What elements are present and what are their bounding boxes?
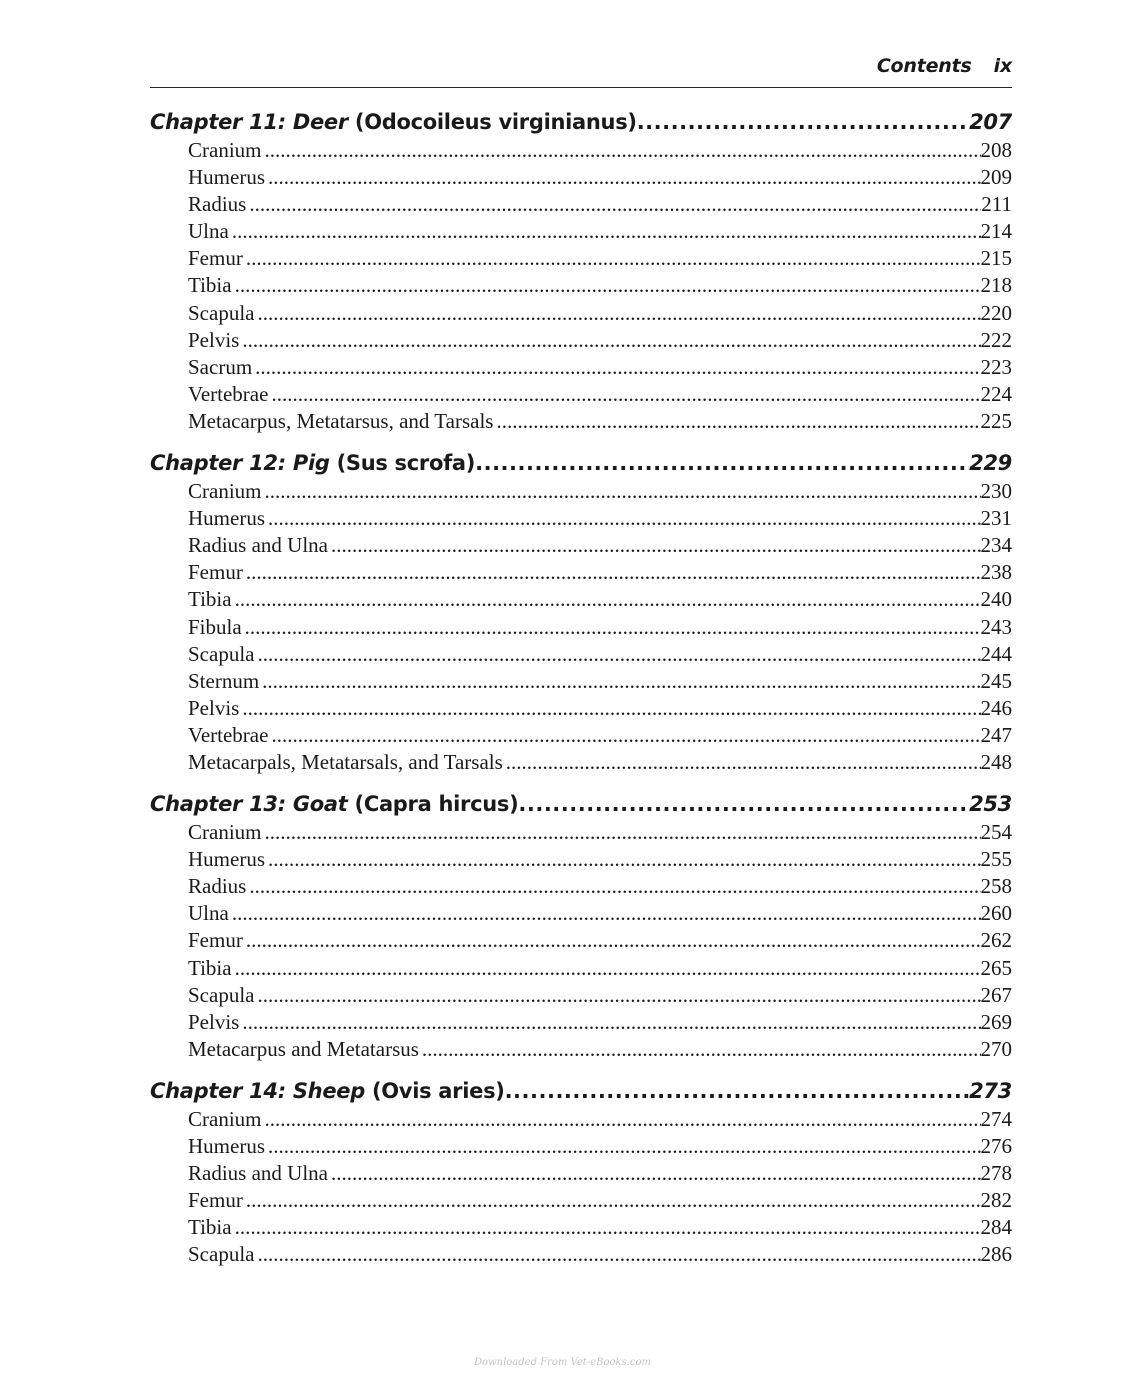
entry-page-number: 243 xyxy=(980,614,1012,639)
dot-leader xyxy=(331,532,981,559)
toc-entry[interactable] xyxy=(150,137,1012,164)
entry-title: Femur xyxy=(188,1188,243,1213)
chapter-title: Chapter 13: Goat xyxy=(150,792,348,817)
dot-leader xyxy=(257,300,980,327)
footer-watermark: Downloaded From Vet-eBooks.com xyxy=(474,1357,651,1368)
dot-leader xyxy=(242,695,980,722)
dot-leader xyxy=(232,218,981,245)
entry-title: Radius xyxy=(188,874,247,899)
chapter-title: Chapter 12: Pig xyxy=(150,451,330,476)
entry-page-number: 223 xyxy=(980,354,1012,379)
toc-entry[interactable] xyxy=(150,722,1012,749)
dot-leader xyxy=(265,137,981,164)
entry-title: Tibia xyxy=(188,273,232,298)
entry-page-number: 248 xyxy=(980,749,1012,774)
toc-entry[interactable] xyxy=(150,1009,1012,1036)
entry-page-number: 214 xyxy=(980,219,1012,244)
toc-entry[interactable] xyxy=(150,218,1012,245)
chapter-title: Chapter 11: Deer xyxy=(150,110,348,134)
dot-leader xyxy=(268,505,981,532)
entry-title: Vertebrae xyxy=(188,381,269,406)
dot-leader xyxy=(242,327,980,354)
dot-leader xyxy=(255,354,980,381)
dot-leader xyxy=(475,448,969,478)
toc-entry[interactable] xyxy=(150,272,1012,299)
dot-leader xyxy=(268,846,981,873)
entry-page-number: 220 xyxy=(980,300,1012,325)
dot-leader xyxy=(257,641,980,668)
entry-title: Radius xyxy=(188,192,247,217)
toc-entry[interactable] xyxy=(150,478,1012,505)
entry-title: Metacarpus, Metatarsus, and Tarsals xyxy=(188,408,494,433)
toc-entry[interactable] xyxy=(150,300,1012,327)
table-of-contents xyxy=(150,107,1012,1281)
entry-title: Humerus xyxy=(188,506,265,531)
dot-leader xyxy=(271,722,980,749)
entry-title: Tibia xyxy=(188,1215,232,1240)
toc-entry[interactable] xyxy=(150,586,1012,613)
running-head-page-number: ix xyxy=(993,55,1012,77)
header-rule xyxy=(150,87,1012,88)
chapter-page-number: 253 xyxy=(969,792,1012,817)
entry-page-number: 222 xyxy=(980,327,1012,352)
dot-leader xyxy=(246,1187,981,1214)
entry-title: Femur xyxy=(188,560,243,585)
entry-title: Radius and Ulna xyxy=(188,1161,328,1186)
entry-page-number: 276 xyxy=(980,1134,1012,1158)
entry-title: Metacarpals, Metatarsals, and Tarsals xyxy=(188,749,503,774)
toc-entry[interactable] xyxy=(150,749,1012,776)
toc-entry[interactable] xyxy=(150,327,1012,354)
entry-title: Humerus xyxy=(188,165,265,190)
chapter-scientific-name: (Sus scrofa) xyxy=(336,451,476,476)
entry-title: Cranium xyxy=(188,820,262,845)
dot-leader xyxy=(257,982,980,1009)
toc-chapter xyxy=(150,789,1012,1063)
entry-title: Scapula xyxy=(188,641,255,666)
entry-page-number: 267 xyxy=(980,982,1012,1007)
chapter-scientific-name: (Ovis aries) xyxy=(371,1078,505,1103)
dot-leader xyxy=(262,668,980,695)
dot-leader xyxy=(505,1076,969,1106)
entry-title: Radius and Ulna xyxy=(188,533,328,558)
toc-entry[interactable] xyxy=(150,846,1012,873)
toc-entry[interactable] xyxy=(150,381,1012,408)
toc-entry[interactable] xyxy=(150,354,1012,381)
toc-entry[interactable] xyxy=(150,873,1012,900)
chapter-page-number: 229 xyxy=(969,451,1012,476)
running-head xyxy=(877,55,1012,77)
entry-page-number: 238 xyxy=(980,560,1012,585)
toc-entry[interactable] xyxy=(150,982,1012,1009)
chapter-title: Chapter 14: Sheep xyxy=(150,1078,365,1103)
dot-leader xyxy=(249,191,981,218)
entry-title: Ulna xyxy=(188,901,229,926)
dot-leader xyxy=(235,1214,981,1241)
dot-leader xyxy=(235,955,981,982)
entry-page-number: 247 xyxy=(980,722,1012,747)
toc-chapter-heading[interactable] xyxy=(150,448,1012,478)
entry-page-number: 246 xyxy=(980,695,1012,720)
entry-page-number: 231 xyxy=(980,506,1012,531)
toc-entry[interactable] xyxy=(150,900,1012,927)
toc-entry[interactable] xyxy=(150,695,1012,722)
entry-page-number: 255 xyxy=(980,847,1012,872)
entry-title: Ulna xyxy=(188,219,229,244)
toc-entry[interactable] xyxy=(150,408,1012,435)
dot-leader xyxy=(496,408,980,435)
toc-entry[interactable] xyxy=(150,559,1012,586)
toc-chapter xyxy=(150,448,1012,776)
entry-page-number: 274 xyxy=(980,1106,1012,1131)
toc-chapter xyxy=(150,107,1012,435)
entry-title: Sacrum xyxy=(188,354,253,379)
dot-leader xyxy=(268,164,981,191)
entry-title: Sternum xyxy=(188,668,260,693)
dot-leader xyxy=(245,614,981,641)
toc-entry[interactable] xyxy=(150,1036,1012,1063)
dot-leader xyxy=(268,1133,981,1160)
dot-leader xyxy=(235,586,981,613)
dot-leader xyxy=(422,1036,981,1063)
entry-title: Pelvis xyxy=(188,1009,240,1034)
entry-title: Pelvis xyxy=(188,327,240,352)
dot-leader xyxy=(246,927,981,954)
toc-entry[interactable] xyxy=(150,1214,1012,1241)
entry-title: Humerus xyxy=(188,1134,265,1158)
dot-leader xyxy=(232,900,981,927)
entry-page-number: 245 xyxy=(980,668,1012,693)
dot-leader xyxy=(331,1160,981,1187)
entry-page-number: 254 xyxy=(980,820,1012,845)
dot-leader xyxy=(242,1009,980,1036)
entry-title: Femur xyxy=(188,928,243,953)
toc-entry[interactable] xyxy=(150,245,1012,272)
entry-page-number: 211 xyxy=(981,192,1012,217)
entry-page-number: 218 xyxy=(980,273,1012,298)
entry-title: Scapula xyxy=(188,300,255,325)
entry-page-number: 208 xyxy=(980,138,1012,162)
entry-page-number: 209 xyxy=(980,165,1012,190)
entry-page-number: 244 xyxy=(980,641,1012,666)
toc-entry[interactable] xyxy=(150,819,1012,846)
entry-title: Tibia xyxy=(188,955,232,980)
toc-entry[interactable] xyxy=(150,191,1012,218)
toc-entry[interactable] xyxy=(150,1241,1012,1268)
dot-leader xyxy=(265,819,981,846)
toc-entry[interactable] xyxy=(150,1160,1012,1187)
entry-page-number: 258 xyxy=(980,874,1012,899)
toc-entry[interactable] xyxy=(150,641,1012,668)
entry-page-number: 284 xyxy=(980,1215,1012,1240)
toc-chapter-heading[interactable] xyxy=(150,107,1012,137)
entry-page-number: 265 xyxy=(980,955,1012,980)
entry-title: Vertebrae xyxy=(188,722,269,747)
dot-leader xyxy=(265,478,981,505)
entry-page-number: 225 xyxy=(980,408,1012,433)
chapter-page-number: 207 xyxy=(969,110,1012,134)
entry-page-number: 286 xyxy=(980,1242,1012,1267)
entry-page-number: 230 xyxy=(980,479,1012,504)
entry-page-number: 269 xyxy=(980,1009,1012,1034)
entry-page-number: 262 xyxy=(980,928,1012,953)
entry-page-number: 270 xyxy=(980,1036,1012,1061)
entry-title: Humerus xyxy=(188,847,265,872)
dot-leader xyxy=(506,749,981,776)
entry-title: Metacarpus and Metatarsus xyxy=(188,1036,419,1061)
dot-leader xyxy=(518,789,969,819)
toc-chapter-heading[interactable] xyxy=(150,789,1012,819)
dot-leader xyxy=(246,559,981,586)
toc-chapter-heading[interactable] xyxy=(150,1076,1012,1106)
toc-entry[interactable] xyxy=(150,614,1012,641)
entry-title: Cranium xyxy=(188,479,262,504)
entry-page-number: 234 xyxy=(980,533,1012,558)
toc-entry[interactable] xyxy=(150,505,1012,532)
dot-leader xyxy=(257,1241,980,1268)
entry-title: Scapula xyxy=(188,1242,255,1267)
entry-page-number: 260 xyxy=(980,901,1012,926)
dot-leader xyxy=(246,245,981,272)
toc-entry[interactable] xyxy=(150,927,1012,954)
entry-title: Femur xyxy=(188,246,243,271)
running-head-section: Contents xyxy=(876,55,972,77)
entry-title: Tibia xyxy=(188,587,232,612)
chapter-scientific-name: (Capra hircus) xyxy=(354,792,519,817)
dot-leader xyxy=(249,873,980,900)
entry-page-number: 215 xyxy=(980,246,1012,271)
entry-title: Pelvis xyxy=(188,695,240,720)
entry-title: Cranium xyxy=(188,1106,262,1131)
chapter-scientific-name: (Odocoileus virginianus) xyxy=(354,110,637,134)
dot-leader xyxy=(265,1106,981,1133)
toc-entry[interactable] xyxy=(150,1106,1012,1133)
entry-page-number: 224 xyxy=(980,381,1012,406)
toc-entry[interactable] xyxy=(150,955,1012,982)
toc-entry[interactable] xyxy=(150,668,1012,695)
entry-page-number: 282 xyxy=(980,1188,1012,1213)
entry-title: Cranium xyxy=(188,138,262,162)
entry-title: Fibula xyxy=(188,614,242,639)
toc-entry[interactable] xyxy=(150,164,1012,191)
dot-leader xyxy=(637,107,969,137)
toc-entry[interactable] xyxy=(150,1133,1012,1160)
dot-leader xyxy=(271,381,980,408)
chapter-page-number: 273 xyxy=(969,1078,1012,1103)
toc-chapter xyxy=(150,1076,1012,1269)
entry-page-number: 240 xyxy=(980,587,1012,612)
toc-entry[interactable] xyxy=(150,532,1012,559)
entry-page-number: 278 xyxy=(980,1161,1012,1186)
toc-entry[interactable] xyxy=(150,1187,1012,1214)
entry-title: Scapula xyxy=(188,982,255,1007)
dot-leader xyxy=(235,272,981,299)
